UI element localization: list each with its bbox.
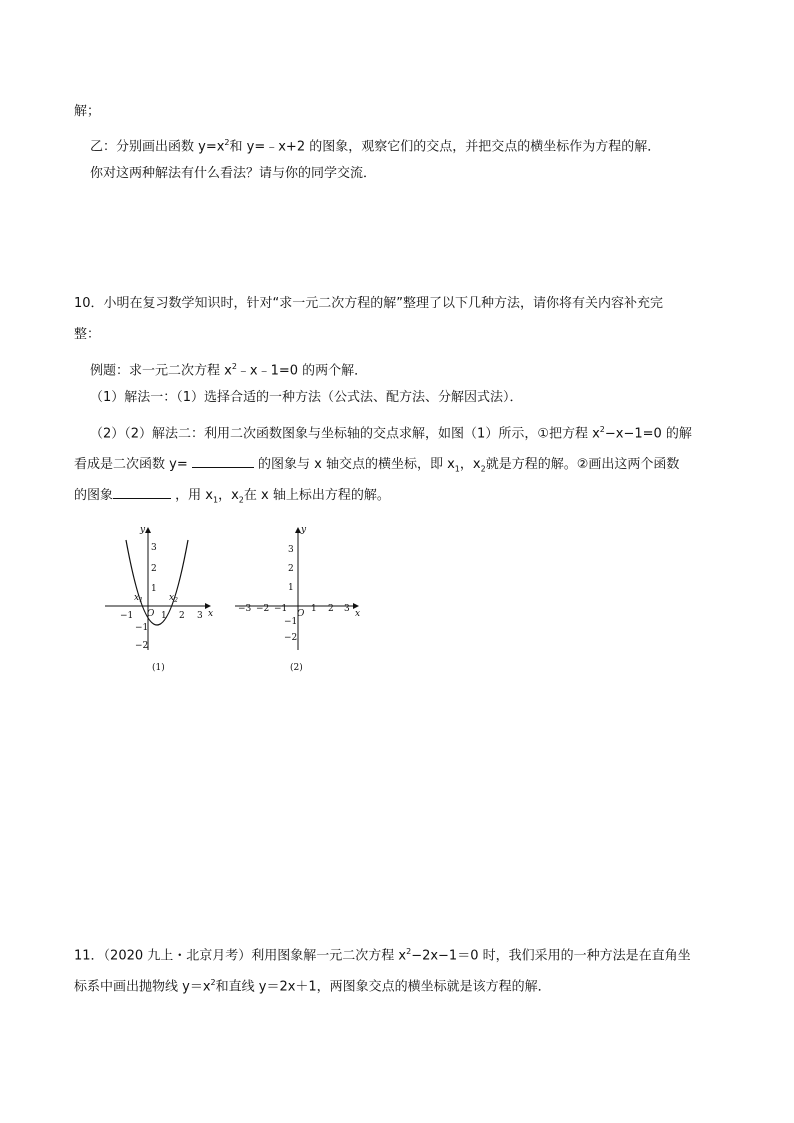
method-yi-text-a: 乙：分别画出函数 y=x [90,139,225,155]
x-tick-label: −2 [256,604,270,614]
q11-line1 [74,943,691,965]
x-tick-label: 1 [311,604,317,614]
x-tick-label: −3 [238,604,252,614]
q11-line1-a: 11．（2020 九上・北京月考）利用图象解一元二次方程 x [74,948,407,964]
q10-line1: 10．小明在复习数学知识时，针对“求一元二次方程的解”整理了以下几种方法，请你将有关内容补充完 [74,296,664,311]
x-tick-label: 1 [161,611,167,621]
method-yi-line [90,134,660,156]
q10-line-a-sub1: 1 [454,464,460,474]
x-tick-label: 2 [328,604,334,614]
q10-example-sup: 2 [231,362,237,371]
q10-method1: （1）解法一：（1）选择合适的一种方法（公式法、配方法、分解因式法）． [90,390,523,405]
y-tick-label: 3 [151,543,157,553]
y-tick-label: 2 [288,564,294,574]
q11-line2 [74,974,551,996]
x-tick-label: 3 [197,611,203,621]
y-axis-label: y [140,525,146,535]
q10-example [90,358,367,380]
q10-example-b: ﹣x﹣1=0 的两个解． [236,363,368,379]
method-yi-sup: 2 [224,138,230,147]
y-tick-label: −2 [135,641,149,651]
y-tick-label: −2 [284,633,298,643]
q11-line1-b: −2x−1＝0 时，我们采用的一种方法是在直角坐 [411,948,691,964]
method-yi-text-b: 和 y=﹣x+2 的图象，观察它们的交点，并把交点的横坐标作为方程的解． [229,139,661,155]
q10-line-a-4: 就是方程的解。②画出这两个函数 [485,457,680,472]
q10-line-a-1: 看成是二次函数 y= [74,457,188,472]
figure-1-caption: (1) [152,663,165,673]
y-tick-label: 2 [151,564,157,574]
answer-blank-2[interactable] [113,485,171,499]
q10-method2-a: （2）（2）解法二：利用二次函数图象与坐标轴的交点求解，如图（1）所示，①把方程 x [90,426,600,442]
q10-line-a-2: 的图象与 x 轴交点的横坐标，即 x [258,457,455,472]
origin-label: O [297,609,305,619]
q10-line-a-3: ，x [459,457,481,472]
q10-line-a-sub2: 2 [480,464,486,474]
y-tick-label: −1 [135,623,149,633]
figure-1-parabola-graph [100,520,220,680]
q10-line-b-sub1: 1 [212,495,219,505]
root-x1-label: $x_1$ [134,593,143,604]
q10-method2 [90,421,692,443]
q11-line2-sup: 2 [210,978,216,987]
y-tick-label: 3 [288,545,294,555]
x-tick-label: −1 [274,604,288,614]
q10-example-a: 例题：求一元二次方程 x [90,363,232,379]
x-tick-label: 3 [344,604,350,614]
x-axis-label: x [355,609,361,619]
q10-line-b-4: 在 x 轴上标出方程的解。 [243,488,390,503]
q10-method2-sup: 2 [599,425,605,434]
q10-line-b-2: ，用 x [175,488,213,503]
figure-2-caption: (2) [290,663,303,673]
root-x2-label: $x_2$ [169,593,178,604]
y-axis-label: y [301,525,307,535]
y-tick-label: 1 [288,583,294,593]
origin-label: O [147,609,155,619]
q10-fill-line-b [74,485,390,510]
discussion-line: 你对这两种解法有什么看法？请与你的同学交流． [90,166,377,181]
answer-blank-1[interactable] [192,454,254,468]
q10-line-b-1: 的图象 [74,488,114,503]
y-tick-label: −1 [284,617,298,627]
q11-line2-b: 和直线 y＝2x＋1，两图象交点的横坐标就是该方程的解． [215,979,551,995]
x-tick-label: 2 [179,611,185,621]
x-axis-label: x [208,609,214,619]
answer-label: 解； [74,104,101,119]
q10-method2-b: −x−1=0 的解 [604,426,692,442]
x-tick-label: −1 [120,611,134,621]
q10-fill-line-a [74,454,679,479]
q11-line1-sup: 2 [406,947,412,956]
q10-line2: 整： [74,327,101,342]
q11-line2-a: 标系中画出抛物线 y＝x [74,979,211,995]
q10-line-b-3: ，x [218,488,239,503]
figure-2-blank-axes [230,520,370,680]
y-tick-label: 1 [151,584,157,594]
q10-line-b-sub2: 2 [238,495,244,505]
